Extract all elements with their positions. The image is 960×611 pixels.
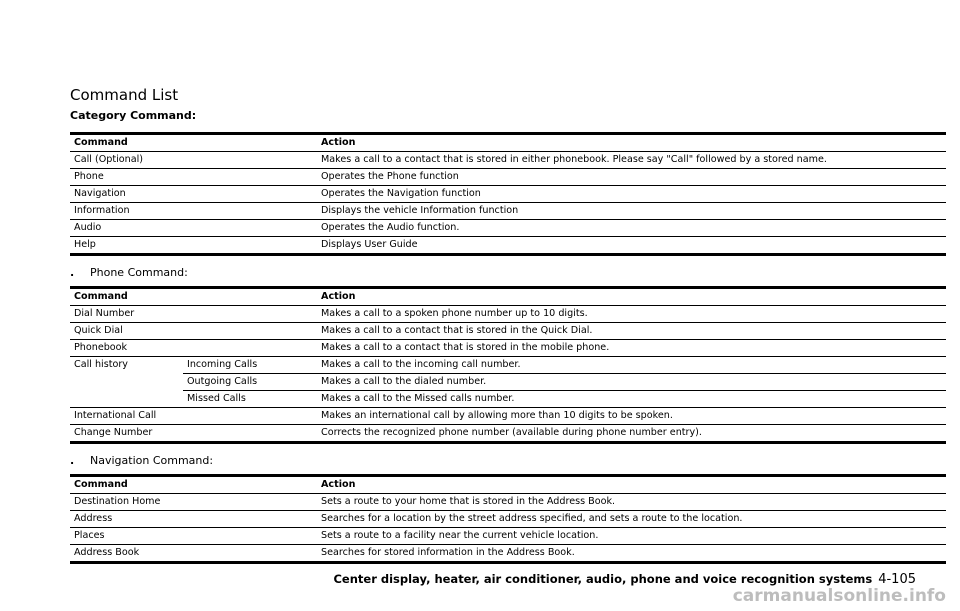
action-cell: Makes a call to the dialed number. [317,374,946,391]
category-command-table [70,132,946,256]
command-cell: Address Book [70,545,317,563]
phone-command-table [70,286,946,444]
command-cell: Places [70,528,317,545]
command-cell: International Call [70,408,317,425]
action-cell: Searches for a location by the street address specified, and sets a route to the location. [317,511,946,528]
action-cell: Displays the vehicle Information function [317,203,946,220]
table-row [70,340,946,357]
command-cell: Call (Optional) [70,152,317,169]
table-row [70,169,946,186]
command-cell: Audio [70,220,317,237]
category-command-heading: Category Command: [70,109,197,122]
action-cell: Sets a route to a facility near the current vehicle location. [317,528,946,545]
command-cell: Navigation [70,186,317,203]
table-header-row [70,476,946,494]
action-cell: Makes a call to the incoming call number. [317,357,946,374]
table-row [70,203,946,220]
table-row [70,237,946,255]
bullet-marker: . [70,454,75,467]
action-column-header: Action [321,479,356,490]
phone-command-heading [70,266,188,280]
page-number: 4-105 [878,572,916,587]
navigation-command-heading-text: Navigation Command: [90,454,214,467]
table-row [70,374,946,391]
action-cell: Makes a call to a spoken phone number up to 10 digits. [317,306,946,323]
table-row [70,186,946,203]
watermark: carmanualsonline.info [732,586,946,606]
action-cell: Operates the Audio function. [317,220,946,237]
table-header-row [70,134,946,152]
command-cell: Dial Number [70,306,317,323]
table-header-row [70,288,946,306]
page-title: Command List [70,86,179,104]
table-row [70,408,946,425]
action-cell: Makes a call to the Missed calls number. [317,391,946,408]
command-column-header: Command [74,291,128,302]
command-cell: Destination Home [70,494,317,511]
action-cell: Makes a call to a contact that is stored in the mobile phone. [317,340,946,357]
bullet-marker: . [70,266,75,279]
table-row [70,323,946,340]
command-cell: Phone [70,169,317,186]
table-row [70,511,946,528]
action-cell: Corrects the recognized phone number (available during phone number entry). [317,425,946,443]
command-cell: Quick Dial [70,323,317,340]
action-cell: Makes a call to a contact that is stored in the Quick Dial. [317,323,946,340]
navigation-command-table [70,474,946,564]
table-row [70,306,946,323]
table-row [70,357,946,374]
action-cell: Sets a route to your home that is stored in the Address Book. [317,494,946,511]
table-row [70,152,946,169]
command-column-header: Command [74,137,128,148]
command-cell: Information [70,203,317,220]
table-row [70,494,946,511]
command-column-header: Command [74,479,128,490]
command-cell: Phonebook [70,340,317,357]
footer-section-title: Center display, heater, air conditioner, audio, phone and voice recognition systems [333,572,873,586]
action-cell: Displays User Guide [317,237,946,255]
action-cell: Operates the Navigation function [317,186,946,203]
command-cell: Address [70,511,317,528]
sub-command-cell: Outgoing Calls [183,374,317,391]
action-column-header: Action [321,291,356,302]
table-row [70,425,946,443]
action-cell: Makes an international call by allowing more than 10 digits to be spoken. [317,408,946,425]
action-cell: Searches for stored information in the Address Book. [317,545,946,563]
action-cell: Makes a call to a contact that is stored in either phonebook. Please say "Call" followed by a stored name. [317,152,946,169]
command-cell: Change Number [70,425,317,443]
table-row [70,545,946,563]
navigation-command-heading [70,454,213,468]
sub-command-cell: Incoming Calls [183,357,317,374]
table-row [70,220,946,237]
command-cell: Help [70,237,317,255]
action-column-header: Action [321,137,356,148]
action-cell: Operates the Phone function [317,169,946,186]
table-row [70,528,946,545]
table-row [70,391,946,408]
command-group-cell: Call history [70,357,183,408]
page-footer [0,572,916,587]
sub-command-cell: Missed Calls [183,391,317,408]
phone-command-heading-text: Phone Command: [90,266,188,279]
